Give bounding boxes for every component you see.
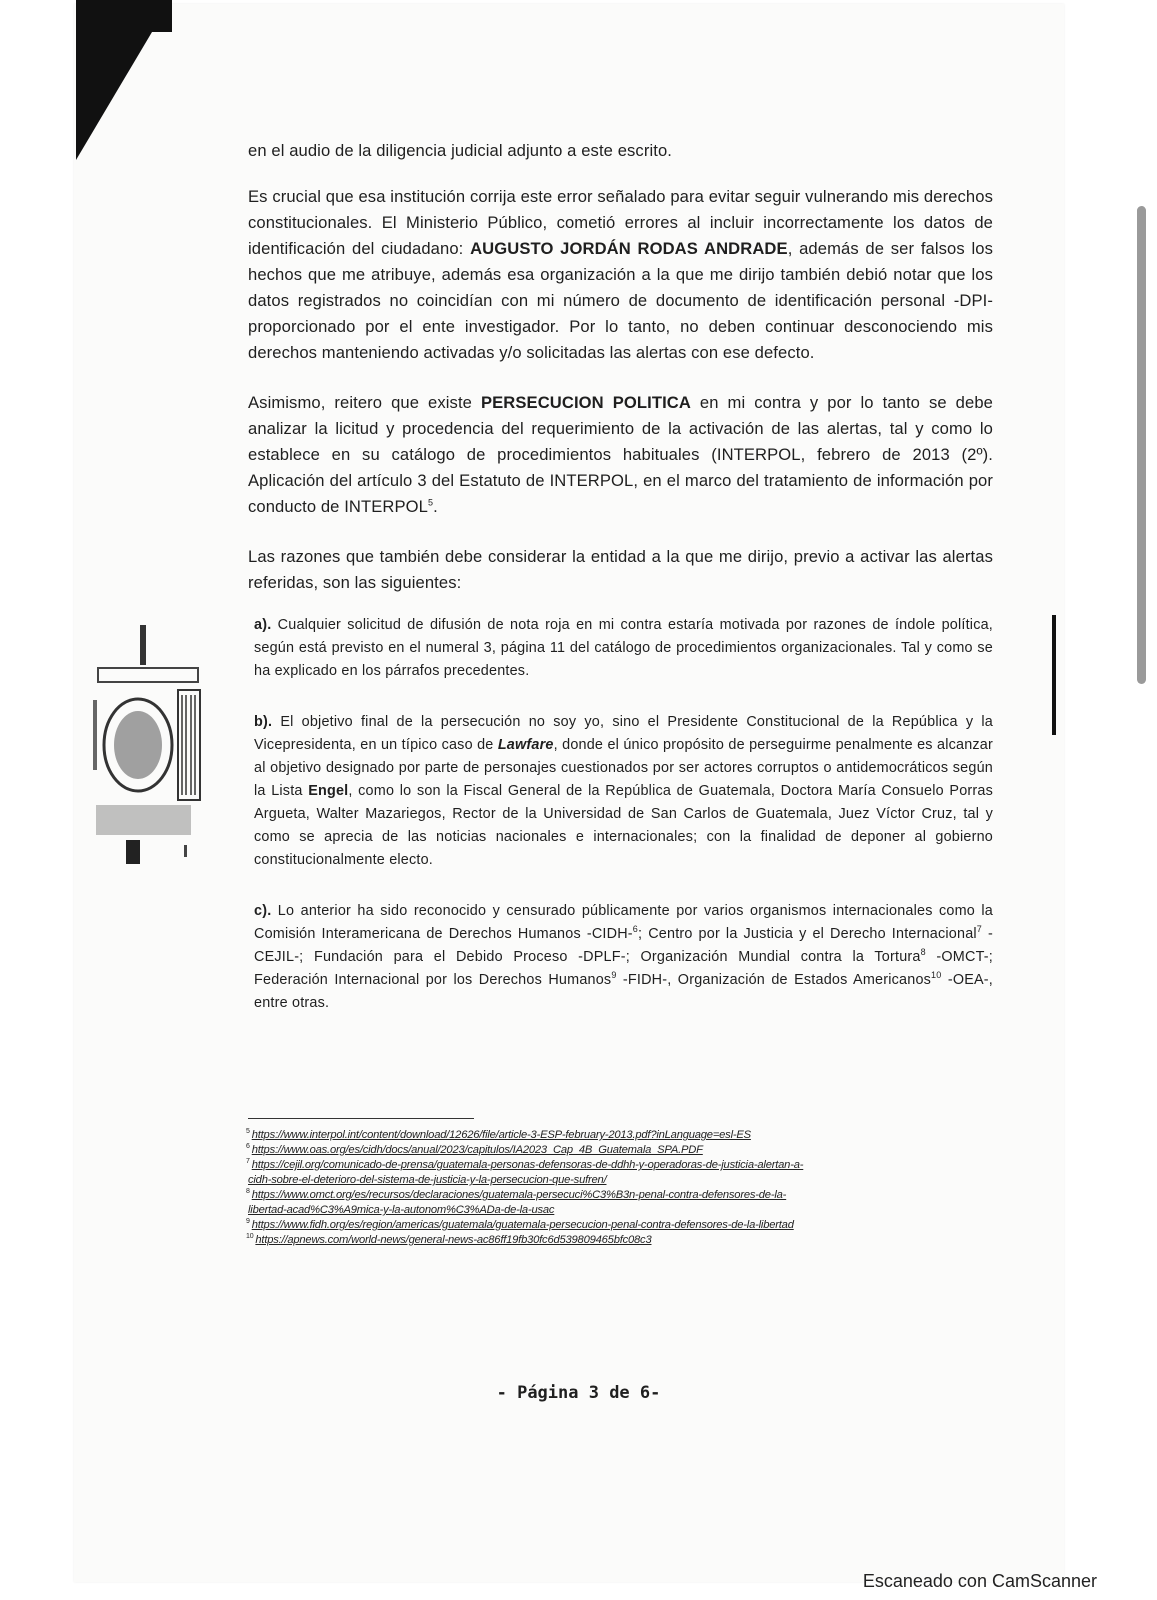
- paragraph-text: Asimismo, reitero que existe: [248, 393, 481, 412]
- emphasis-text: PERSECUCION POLITICA: [480, 393, 691, 412]
- footnote-link[interactable]: https://www.omct.org/es/recursos/declaraciones/guatemala-persecuci%C3%B3n-penal-contra-defensores-de-la-: [251, 1189, 787, 1201]
- paragraph-text: en mi contra y por lo tanto se debe analizar la licitud y procedencia del requerimiento de la activación de las alertas, tal y como lo establece en su catálogo de procedimientos habituales (INTERPOL, febrero de 2013 (2º). Aplicación del artículo 3 del Estatuto de INTERPOL, en el marco del tratamiento de información por conducto de INTERPOL: [248, 393, 993, 516]
- footnote[interactable]: [246, 1218, 986, 1233]
- list-label: a).: [254, 617, 272, 633]
- footnote-number: 9: [246, 1218, 250, 1226]
- camscanner-watermark: Escaneado con CamScanner: [862, 1571, 1097, 1591]
- footnote[interactable]: [246, 1233, 986, 1248]
- footnote-ref: 5: [428, 497, 434, 508]
- page-edge-mark: [1052, 615, 1056, 735]
- footnote-number: 6: [246, 1143, 250, 1151]
- footnote-link[interactable]: cidh-sobre-el-deterioro-del-sistema-de-justicia-y-la-persecucion-que-sufren/: [248, 1174, 607, 1186]
- footnote-number: 5: [246, 1128, 250, 1136]
- emphasis-text: Lawfare: [497, 737, 554, 753]
- list-item-a: [254, 614, 993, 683]
- footnote-ref: 6: [632, 924, 639, 935]
- footnote-link[interactable]: https://www.interpol.int/content/download/12626/file/article-3-ESP-february-2013.pdf?inLanguage=esl-ES: [251, 1129, 751, 1141]
- footnote-link[interactable]: https://cejil.org/comunicado-de-prensa/guatemala-personas-defensoras-de-ddhh-y-operadoras-de-justicia-alertan-a-: [251, 1159, 804, 1171]
- footnote-link[interactable]: https://apnews.com/world-news/general-news-ac86ff19fb30fc6d539809465bfc08c3: [255, 1234, 652, 1246]
- list-text: , como lo son la Fiscal General de la República de Guatemala, Doctora María Consuelo Porras Argueta, Walter Mazariegos, Rector de la Universidad de San Carlos de Guatemala, Juez Víctor Cruz, tal y como se aprecia de las noticias nacionales e internacionales; con la finalidad de deponer al gobierno constitucionalmente electo.: [254, 783, 993, 868]
- list-text: -FIDH-, Organización de Estados Americanos: [616, 972, 932, 988]
- footnotes: [246, 1128, 986, 1248]
- list-item-b: [254, 711, 993, 872]
- footnote-number: 10: [246, 1233, 254, 1241]
- footnote-divider: [248, 1118, 474, 1119]
- paragraph-text: , además de ser falsos los hechos que me atribuye, además esa organización a la que me dirijo también debió notar que los datos registrados no coincidían con mi número de documento de identificación personal -DPI- proporcionado por el ente investigador. Por lo tanto, no deben continuar desconociendo mis derechos manteniendo activadas y/o solicitadas las alertas con ese defecto.: [248, 239, 993, 362]
- list-label: b).: [254, 714, 273, 730]
- paragraph-intro: [248, 138, 993, 164]
- paragraph-text: .: [433, 497, 438, 516]
- paragraph-persecution: [248, 390, 993, 520]
- list-label: c).: [254, 903, 272, 919]
- list-text: Lo anterior ha sido reconocido y censurado públicamente por varios organismos internacionales como la Comisión Interamericana de Derechos Humanos -CIDH-: [254, 903, 993, 942]
- paragraph-text: Es crucial que esa institución corrija este error señalado para evitar seguir vulnerando mis derechos constitucionales. El Ministerio Público, cometió errores al incluir incorrectamente los datos de identificación del ciudadano:: [248, 187, 993, 258]
- page-number: - Página 3 de 6-: [496, 1383, 661, 1403]
- list-text: Cualquier solicitud de difusión de nota roja en mi contra estaría motivada por razones de índole política, según está previsto en el numeral 3, página 11 del catálogo de procedimientos organizacionales. Tal y como se ha explicado en los párrafos precedentes.: [254, 617, 993, 679]
- footnote[interactable]: [246, 1188, 986, 1203]
- page-corner-shadow-top: [76, 0, 172, 32]
- footnote[interactable]: [246, 1203, 986, 1218]
- paragraph-text: Las razones que también debe considerar la entidad a la que me dirijo, previo a activar las alertas referidas, son las siguientes:: [248, 547, 993, 592]
- footnote-ref: 7: [976, 924, 983, 935]
- footnote-number: 8: [246, 1188, 250, 1196]
- paragraph-text: en el audio de la diligencia judicial adjunto a este escrito.: [248, 141, 672, 160]
- footnote-ref: 8: [920, 947, 926, 958]
- footnote-link[interactable]: libertad-acad%C3%A9mica-y-la-autonom%C3%ADa-de-la-usac: [248, 1204, 555, 1216]
- footnote[interactable]: [246, 1143, 986, 1158]
- footnote-ref: 10: [931, 970, 942, 981]
- footnote[interactable]: [246, 1173, 986, 1188]
- paragraph-error: [248, 184, 993, 366]
- list-text: -OMCT-; Federación Internacional por los Derechos Humanos: [254, 949, 993, 988]
- footnote-ref: 9: [611, 970, 617, 981]
- list-text: El objetivo final de la persecución no soy yo, sino el Presidente Constitucional de la República y la Vicepresidenta, en un típico caso de: [254, 714, 993, 753]
- citizen-name: AUGUSTO JORDÁN RODAS ANDRADE: [470, 239, 788, 258]
- footnote-link[interactable]: https://www.fidh.org/es/region/americas/guatemala/guatemala-persecucion-penal-contra-defensores-de-la-libertad: [251, 1219, 794, 1231]
- vertical-scrollbar[interactable]: [1137, 206, 1146, 684]
- emphasis-text: Engel: [308, 783, 349, 799]
- footnote-link[interactable]: https://www.oas.org/es/cidh/docs/anual/2023/capitulos/IA2023_Cap_4B_Guatemala_SPA.PDF: [251, 1144, 703, 1156]
- list-text: , donde el único propósito de perseguirme penalmente es alcanzar al objetivo designado por parte de personajes cuestionados por ser actores corruptos o antidemocráticos según la Lista: [254, 737, 993, 799]
- list-text: -OEA-, entre otras.: [254, 972, 993, 1011]
- paragraph-reasons: [248, 544, 993, 596]
- notary-stamp-icon: [88, 620, 208, 870]
- footnote-number: 7: [246, 1158, 250, 1166]
- list-item-c: [254, 900, 993, 1015]
- footnote[interactable]: [246, 1128, 986, 1143]
- list-text: -CEJIL-; Fundación para el Debido Proceso -DPLF-; Organización Mundial contra la Tortura: [254, 926, 993, 965]
- document-body: [248, 138, 993, 1043]
- list-text: ; Centro por la Justicia y el Derecho Internacional: [638, 926, 977, 942]
- footnote[interactable]: [246, 1158, 986, 1173]
